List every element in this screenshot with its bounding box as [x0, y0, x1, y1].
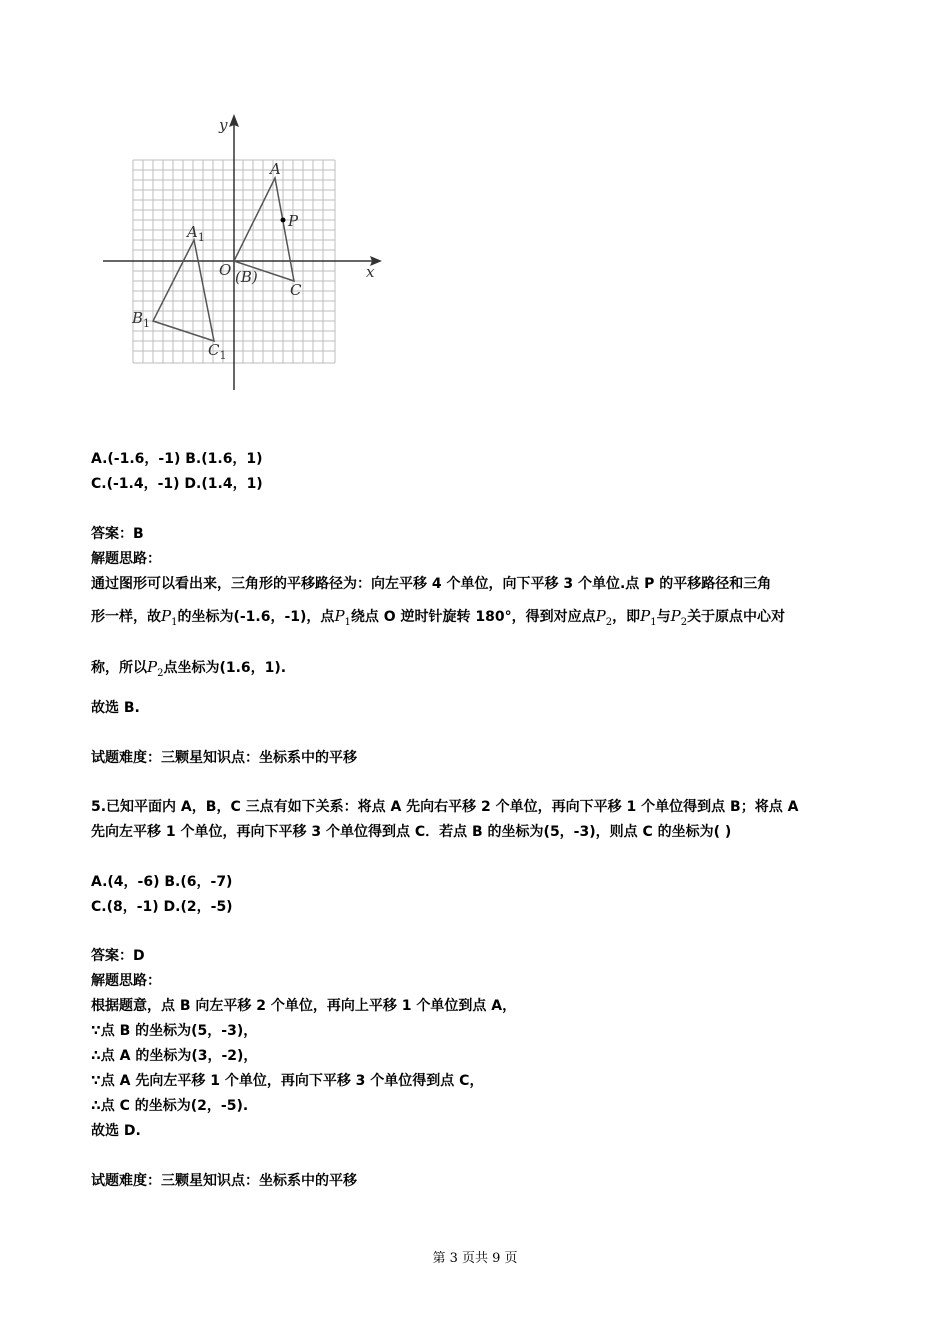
q5-analysis-title: 解题思路： [91, 973, 161, 989]
q4-analysis-line-2: 形一样，故$P_1$的坐标为(-1.6，-1)，点$P_1$绕点 O 逆时针旋转 180°，得到对应点$P_2$，即$P_1$与$P_2$关于原点中心对 [91, 607, 786, 628]
p1-symbol: $P_1$ [640, 607, 657, 628]
p2-symbol: $P_2$ [147, 658, 164, 679]
q5-difficulty: 试题难度：三颗星知识点：坐标系中的平移 [91, 1173, 357, 1189]
label-a1: $A_1$ [187, 223, 205, 244]
y-axis-label: y [219, 116, 228, 134]
label-b-paren: (B) [235, 268, 258, 286]
q5-conclusion: 故选 D. [91, 1123, 141, 1139]
q4-difficulty: 试题难度：三颗星知识点：坐标系中的平移 [91, 750, 357, 766]
q5-stem-2: 先向左平移 1 个单位，再向下平移 3 个单位得到点 C．若点 B 的坐标为(5，-3)，则点 C 的坐标为( ) [91, 824, 732, 840]
label-c: C [290, 281, 302, 299]
q4-analysis-title: 解题思路： [91, 551, 161, 567]
p2-symbol: $P_2$ [595, 607, 613, 628]
q5-options-1: A.(4，-6) B.(6，-7) [91, 874, 233, 890]
q4-options-1: A.(-1.6，-1) B.(1.6，1) [91, 451, 263, 467]
q4-analysis-line-1: 通过图形可以看出来，三角形的平移路径为：向左平移 4 个单位，向下平移 3 个单位.点 P 的平移路径和三角 [91, 576, 772, 592]
label-b1: $B_1$ [132, 309, 151, 330]
x-axis-label: x [366, 263, 375, 281]
q4-answer: 答案：B [91, 526, 144, 542]
q5-step-2: ∵点 B 的坐标为(5，-3)， [91, 1023, 258, 1039]
q5-step-4: ∵点 A 先向左平移 1 个单位，再向下平移 3 个单位得到点 C， [91, 1073, 484, 1089]
point-p [281, 218, 286, 223]
q5-options-2: C.(8，-1) D.(2，-5) [91, 899, 233, 915]
p1-symbol: $P_1$ [334, 607, 351, 628]
page-footer: 第 3 页共 9 页 [432, 1251, 518, 1266]
label-p: P [288, 212, 299, 230]
q5-stem-1: 5.已知平面内 A，B，C 三点有如下关系：将点 A 先向右平移 2 个单位，再向下平移 1 个单位得到点 B；将点 A [91, 799, 799, 815]
q5-answer: 答案：D [91, 948, 145, 964]
p2-symbol: $P_2$ [670, 607, 688, 628]
q5-step-5: ∴点 C 的坐标为(2，-5). [91, 1098, 249, 1114]
coordinate-figure [98, 112, 388, 397]
p1-symbol: $P_1$ [161, 607, 178, 628]
label-a: A [270, 160, 281, 178]
label-c1: $C_1$ [208, 341, 227, 362]
q4-options-2: C.(-1.4，-1) D.(1.4，1) [91, 476, 263, 492]
q4-analysis-line-3: 称，所以$P_2$点坐标为(1.6，1). [91, 658, 287, 679]
label-o: O [219, 261, 232, 279]
q5-step-1: 根据题意，点 B 向左平移 2 个单位，再向上平移 1 个单位到点 A， [91, 998, 517, 1014]
q5-step-3: ∴点 A 的坐标为(3，-2)， [91, 1048, 258, 1064]
q4-conclusion: 故选 B. [91, 700, 140, 716]
